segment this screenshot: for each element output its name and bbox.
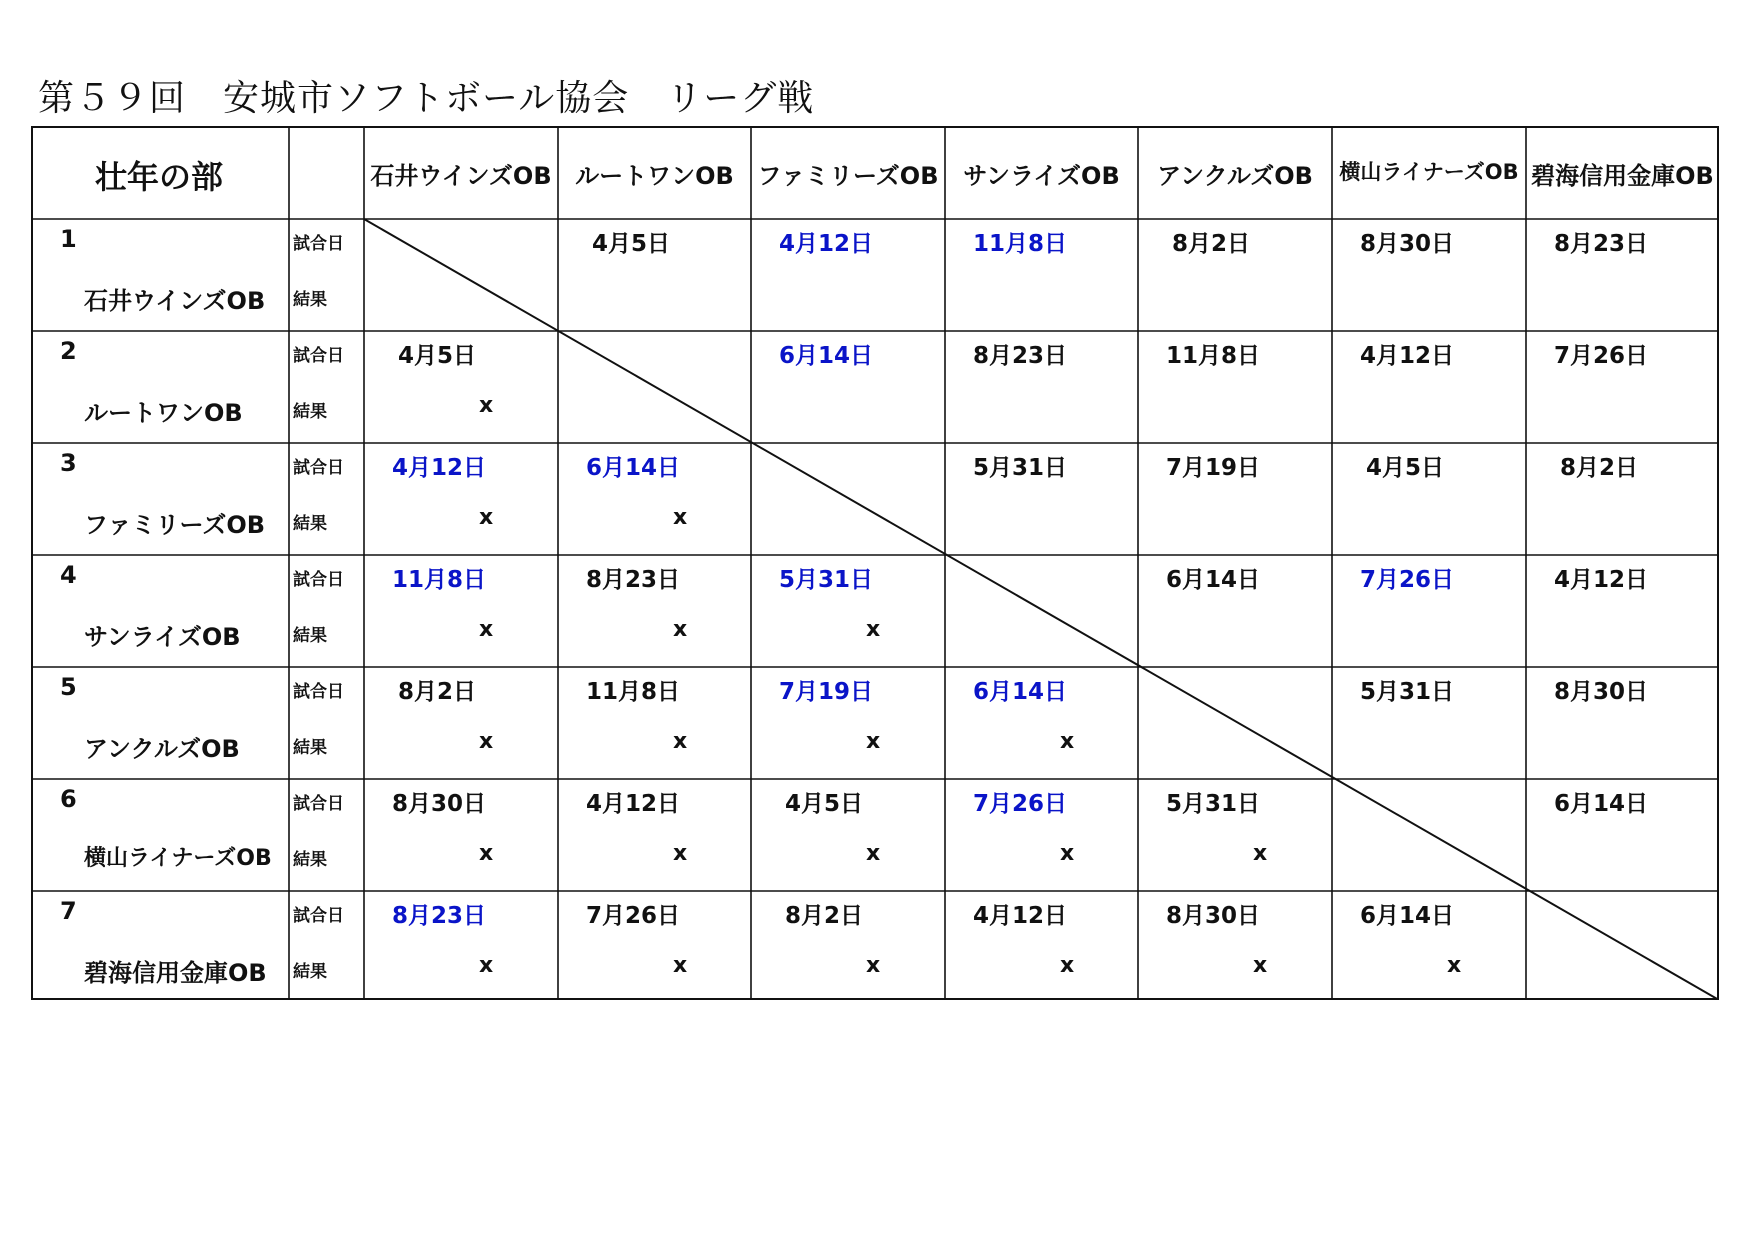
match-result-label: 結果 (293, 402, 327, 422)
match-result: x (673, 953, 688, 978)
match-date: 7月26日 (973, 791, 1068, 817)
match-result-label: 結果 (293, 850, 327, 870)
match-date: 8月23日 (392, 903, 487, 929)
match-result: x (1060, 729, 1075, 754)
match-date: 4月5日 (785, 791, 864, 817)
match-date: 11月8日 (1166, 343, 1261, 369)
row-team-name: アンクルズOB (84, 735, 240, 763)
match-result: x (479, 505, 494, 530)
match-date: 7月26日 (1554, 343, 1649, 369)
match-date: 5月31日 (779, 567, 874, 593)
match-date-label: 試合日 (293, 458, 344, 478)
match-result: x (479, 617, 494, 642)
league-table (31, 126, 1719, 1000)
row-team-name: サンライズOB (84, 623, 241, 651)
match-result: x (1253, 953, 1268, 978)
row-team-name: 石井ウインズOB (84, 287, 266, 315)
match-date: 4月5日 (592, 231, 671, 257)
match-date: 6月14日 (586, 455, 681, 481)
match-date: 4月5日 (1366, 455, 1445, 481)
match-date: 4月12日 (1554, 567, 1649, 593)
row-team-name: 横山ライナーズOB (84, 846, 272, 871)
match-date: 4月12日 (586, 791, 681, 817)
match-date: 7月26日 (1360, 567, 1455, 593)
match-date: 6月14日 (1360, 903, 1455, 929)
row-team-number: 6 (60, 785, 77, 813)
match-date: 7月19日 (779, 679, 874, 705)
match-result: x (673, 505, 688, 530)
match-date: 8月30日 (1360, 231, 1455, 257)
header-team-name: サンライズOB (963, 162, 1120, 190)
match-result: x (866, 953, 881, 978)
header-team-name: 横山ライナーズOB (1339, 160, 1519, 184)
match-date: 8月23日 (973, 343, 1068, 369)
match-date: 8月2日 (1560, 455, 1639, 481)
match-result-label: 結果 (293, 962, 327, 982)
header-team-name: ルートワンOB (575, 162, 734, 190)
match-date: 8月2日 (398, 679, 477, 705)
match-result: x (866, 729, 881, 754)
match-date: 4月12日 (973, 903, 1068, 929)
match-date: 6月14日 (779, 343, 874, 369)
match-result: x (1060, 953, 1075, 978)
row-team-name: 碧海信用金庫OB (84, 959, 267, 987)
match-result-label: 結果 (293, 290, 327, 310)
match-date: 8月2日 (785, 903, 864, 929)
match-date: 6月14日 (1166, 567, 1261, 593)
page-title: 第５９回 安城市ソフトボール協会 リーグ戦 (38, 78, 815, 119)
match-result-label: 結果 (293, 514, 327, 534)
match-date: 6月14日 (1554, 791, 1649, 817)
match-date: 8月23日 (1554, 231, 1649, 257)
match-result-label: 結果 (293, 738, 327, 758)
row-team-number: 1 (60, 225, 77, 253)
match-date-label: 試合日 (293, 234, 344, 254)
table-grid (31, 126, 1719, 1000)
match-result: x (673, 841, 688, 866)
match-date-label: 試合日 (293, 570, 344, 590)
match-date: 7月19日 (1166, 455, 1261, 481)
header-team-name: ファミリーズOB (757, 162, 939, 190)
match-date: 7月26日 (586, 903, 681, 929)
match-result: x (673, 617, 688, 642)
match-date-label: 試合日 (293, 682, 344, 702)
match-date: 11月8日 (392, 567, 487, 593)
match-date: 6月14日 (973, 679, 1068, 705)
division-label: 壮年の部 (95, 158, 224, 196)
match-date: 4月5日 (398, 343, 477, 369)
match-result: x (1253, 841, 1268, 866)
match-date: 5月31日 (1360, 679, 1455, 705)
header-team-name: アンクルズOB (1157, 162, 1313, 190)
match-date: 4月12日 (1360, 343, 1455, 369)
header-team-name: 碧海信用金庫OB (1531, 162, 1714, 190)
row-team-number: 4 (60, 561, 77, 589)
row-team-number: 7 (60, 897, 77, 925)
row-team-number: 3 (60, 449, 77, 477)
match-result: x (673, 729, 688, 754)
match-result: x (1060, 841, 1075, 866)
header-team-name: 石井ウインズOB (370, 162, 552, 190)
match-date: 8月30日 (1554, 679, 1649, 705)
match-date: 4月12日 (392, 455, 487, 481)
match-date-label: 試合日 (293, 346, 344, 366)
match-result: x (479, 393, 494, 418)
match-result: x (479, 841, 494, 866)
match-date: 5月31日 (973, 455, 1068, 481)
match-date: 4月12日 (779, 231, 874, 257)
match-date: 8月30日 (392, 791, 487, 817)
match-result: x (479, 729, 494, 754)
match-date-label: 試合日 (293, 794, 344, 814)
row-team-name: ファミリーズOB (84, 511, 266, 539)
match-date: 8月30日 (1166, 903, 1261, 929)
match-result: x (866, 617, 881, 642)
row-team-name: ルートワンOB (84, 399, 243, 427)
row-team-number: 5 (60, 673, 77, 701)
match-result: x (866, 841, 881, 866)
match-result-label: 結果 (293, 626, 327, 646)
match-result: x (479, 953, 494, 978)
match-date-label: 試合日 (293, 906, 344, 926)
match-result: x (1447, 953, 1462, 978)
row-team-number: 2 (60, 337, 77, 365)
match-date: 5月31日 (1166, 791, 1261, 817)
match-date: 8月2日 (1172, 231, 1251, 257)
match-date: 11月8日 (586, 679, 681, 705)
match-date: 8月23日 (586, 567, 681, 593)
match-date: 11月8日 (973, 231, 1068, 257)
